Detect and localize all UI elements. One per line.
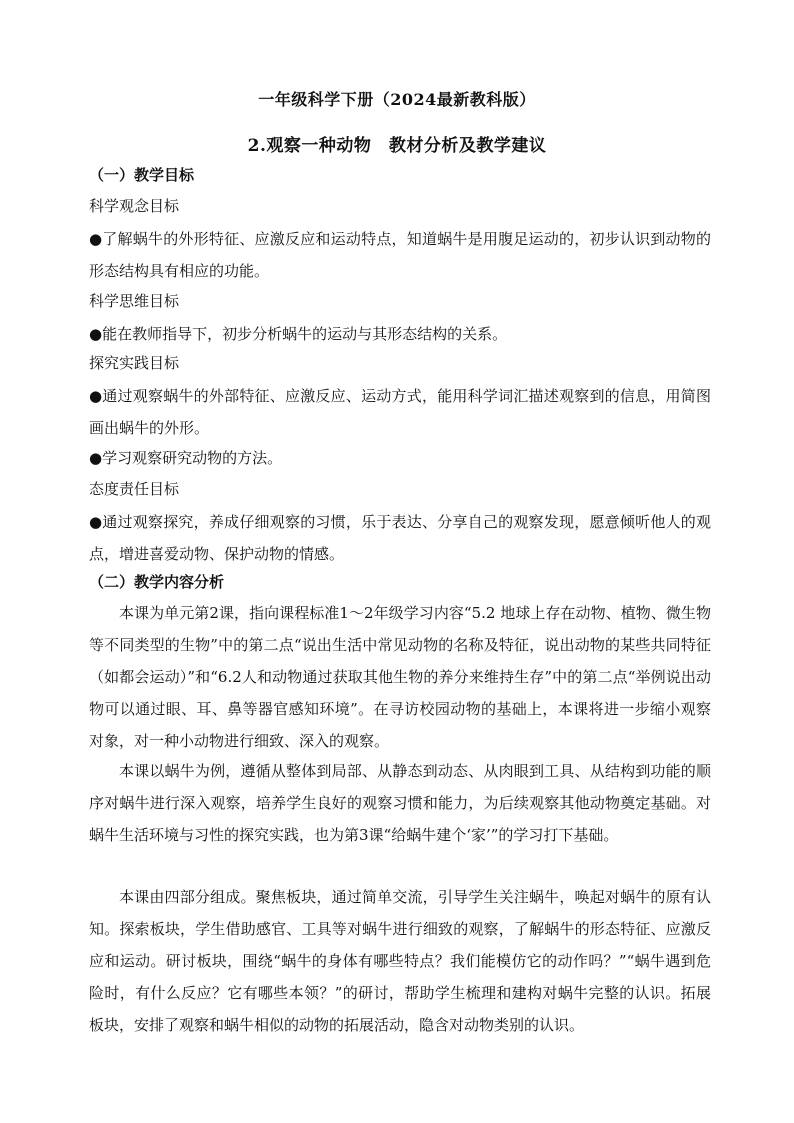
objective-item: ●学习观察研究动物的方法。	[89, 449, 283, 467]
objective-label-inquiry-practice: 探究实践目标	[89, 354, 180, 372]
document-subtitle: 2.观察一种动物 教材分析及教学建议	[247, 136, 547, 156]
objective-label-attitude-responsibility: 态度责任目标	[89, 480, 180, 498]
content-paragraph: 本课以蜗牛为例，遵循从整体到局部、从静态到动态、从肉眼到工具、从结构到功能的顺序对蜗牛进行深入观察，培养学生良好的观察习惯和能力，为后续观察其他动物奠定基础。对蜗牛生活环境与习性的探究实践，也为第3课“给蜗牛建个‘家’”的学习打下基础。	[89, 762, 711, 844]
content-paragraph: 本课由四部分组成。聚焦板块，通过简单交流，引导学生关注蜗牛，唤起对蜗牛的原有认知。探索板块，学生借助感官、工具等对蜗牛进行细致的观察，了解蜗牛的形态特征、应激反应和运动。研讨板块，围绕“蜗牛的身体有哪些特点？我们能模仿它的动作吗？”“蜗牛遇到危险时，有什么反应？它有哪些本领？”的研讨，帮助学生梳理和建构对蜗牛完整的认识。拓展板块，安排了观察和蜗牛相似的动物的拓展活动，隐含对动物类别的认识。	[89, 888, 711, 1034]
section-heading-objectives: （一）教学目标	[89, 166, 195, 184]
objective-item: ●能在教师指导下，初步分析蜗牛的运动与其形态结构的关系。	[89, 325, 508, 343]
objective-item: ●通过观察探究，养成仔细观察的习惯，乐于表达、分享自己的观察发现，愿意倾听他人的观点，增进喜爱动物、保护动物的情感。	[89, 513, 711, 563]
content-paragraph: 本课为单元第2课，指向课程标准1～2年级学习内容“5.2 地球上存在动物、植物、微生物等不同类型的生物”中的第二点“说出生活中常见动物的名称及特征，说出动物的某些共同特征（如都会运动）”和“6.2人和动物通过获取其他生物的养分来维持生存”中的第二点“举例说出动物可以通过眼、耳、鼻等器官感知环境”。在寻访校园动物的基础上，本课将进一步缩小观察对象，对一种小动物进行细致、深入的观察。	[89, 604, 711, 750]
objective-label-science-concept: 科学观念目标	[89, 197, 180, 215]
objective-item: ●通过观察蜗牛的外部特征、应激反应、运动方式，能用科学词汇描述观察到的信息，用简图画出蜗牛的外形。	[89, 387, 711, 437]
document-title: 一年级科学下册（2024最新教科版）	[258, 90, 536, 109]
objective-item: ●了解蜗牛的外形特征、应激反应和运动特点，知道蜗牛是用腹足运动的，初步认识到动物的形态结构具有相应的功能。	[89, 230, 711, 280]
section-heading-content-analysis: （二）教学内容分析	[89, 573, 225, 591]
objective-label-science-thinking: 科学思维目标	[89, 292, 180, 310]
